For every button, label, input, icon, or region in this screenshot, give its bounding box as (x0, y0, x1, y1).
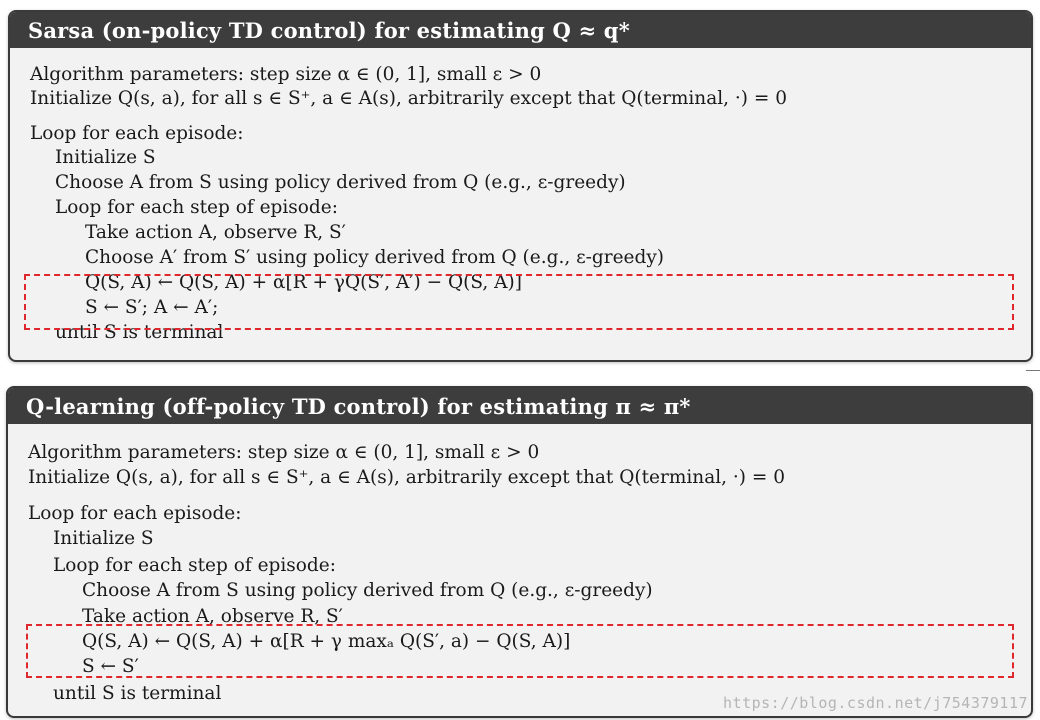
qlearning-update-line: Q(S, A) ← Q(S, A) + α[R + γ maxₐ Q(S′, a) − Q(S, A)] (82, 631, 571, 652)
sarsa-algorithm-box (8, 10, 1033, 362)
sarsa-until-line: until S is terminal (55, 322, 224, 343)
qlearning-init-s-line: Initialize S (53, 528, 154, 549)
qlearning-take-action-line: Take action A, observe R, S′ (82, 606, 343, 627)
sarsa-step-loop-line: Loop for each step of episode: (55, 197, 338, 218)
qlearning-episode-loop-line: Loop for each episode: (28, 503, 242, 524)
sarsa-take-action-line: Take action A, observe R, S′ (85, 222, 346, 243)
qlearning-init-line: Initialize Q(s, a), for all s ∈ S⁺, a ∈ A(s), arbitrarily except that Q(terminal, ·) = 0 (28, 467, 786, 488)
qlearning-params-line: Algorithm parameters: step size α ∈ (0, 1], small ε > 0 (28, 442, 540, 463)
qlearning-step-loop-line: Loop for each step of episode: (53, 555, 336, 576)
divider-rule (1026, 370, 1040, 371)
sarsa-update-line: Q(S, A) ← Q(S, A) + α[R + γQ(S′, A′) − Q(S, A)] (85, 272, 522, 293)
qlearning-choose-a-line: Choose A from S using policy derived from Q (e.g., ε-greedy) (82, 580, 653, 601)
qlearning-assign-line: S ← S′ (82, 656, 139, 677)
sarsa-init-s-line: Initialize S (55, 147, 156, 168)
sarsa-choose-a-line: Choose A from S using policy derived from Q (e.g., ε-greedy) (55, 172, 626, 193)
qlearning-algorithm-box (6, 386, 1033, 718)
watermark-url: https://blog.csdn.net/j754379117 (723, 694, 1028, 712)
sarsa-title: Sarsa (on-policy TD control) for estimating Q ≈ q* (10, 12, 1031, 48)
sarsa-episode-loop-line: Loop for each episode: (30, 123, 244, 144)
sarsa-choose-a-prime-line: Choose A′ from S′ using policy derived from Q (e.g., ε-greedy) (85, 247, 665, 268)
qlearning-title: Q-learning (off-policy TD control) for estimating π ≈ π* (8, 388, 1031, 424)
sarsa-params-line: Algorithm parameters: step size α ∈ (0, 1], small ε > 0 (30, 64, 542, 85)
sarsa-assign-line: S ← S′; A ← A′; (85, 297, 219, 318)
sarsa-init-line: Initialize Q(s, a), for all s ∈ S⁺, a ∈ A(s), arbitrarily except that Q(terminal, ·) = 0 (30, 88, 788, 109)
qlearning-until-line: until S is terminal (53, 683, 222, 704)
